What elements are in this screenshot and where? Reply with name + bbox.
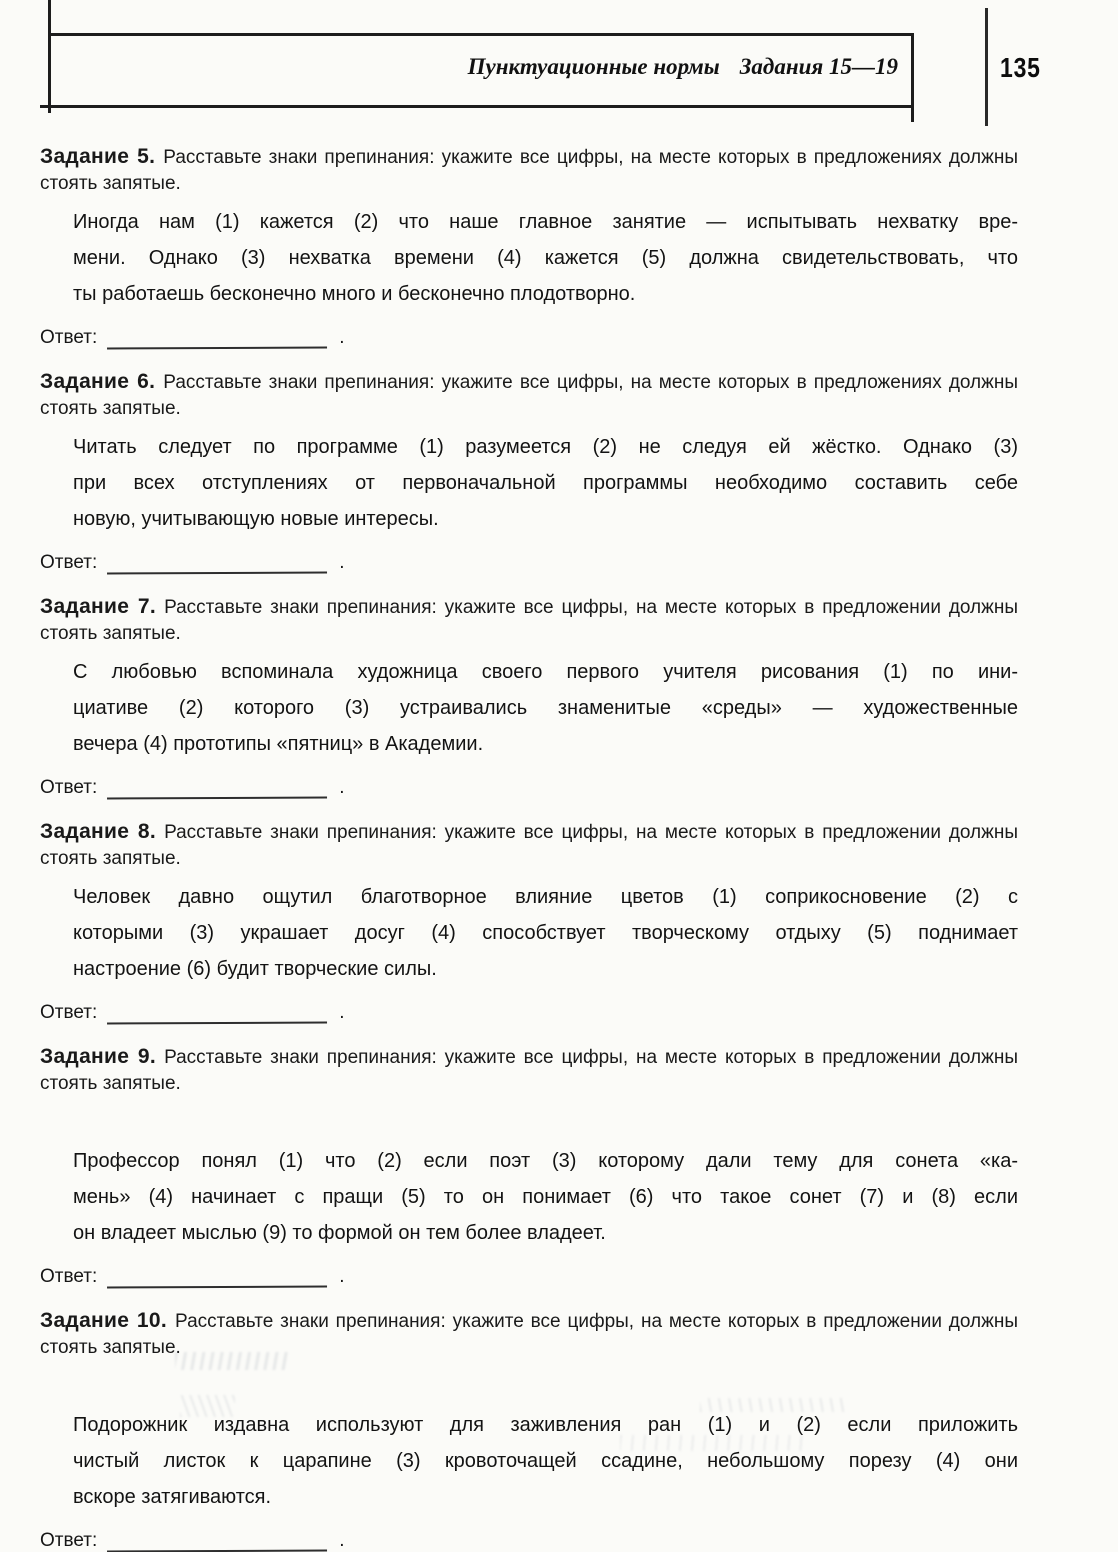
task-sentence (73, 1143, 1018, 1251)
task-8 (40, 819, 1018, 1024)
sentence-line: он владеет мыслью (9) то формой он тем более владеет. (73, 1222, 606, 1244)
task-heading (40, 1308, 1018, 1361)
sentence-line: при всех отступлениях от первоначальной программы необходимо составить себе (73, 472, 1018, 494)
task-heading (40, 1044, 1018, 1097)
sentence-line: настроение (6) будит творческие силы. (73, 958, 437, 980)
frame-line-top (48, 33, 914, 36)
answer-blank (107, 777, 327, 800)
task-5 (40, 144, 1018, 349)
sentence-line: вскоре затягиваются. (73, 1486, 272, 1508)
running-head (60, 54, 898, 80)
task-label: Задание 5. (40, 145, 156, 168)
page-number: 135 (1000, 52, 1041, 83)
task-instruction: Расставьте знаки препинания: укажите все цифры, на месте которых в предложении должны стоять запятые. (40, 597, 1018, 644)
answer-label: Ответ: (40, 777, 98, 798)
frame-line-left (48, 0, 51, 113)
task-heading (40, 369, 1018, 422)
frame-line-right (911, 33, 914, 122)
task-sentence (73, 429, 1018, 537)
task-instruction: Расставьте знаки препинания: укажите все цифры, на месте которых в предложении должны стоять запятые. (40, 1311, 1018, 1358)
task-label: Задание 10. (40, 1309, 168, 1332)
answer-row (40, 321, 1018, 349)
answer-label: Ответ: (40, 1530, 98, 1551)
answer-blank (107, 1266, 327, 1289)
sentence-line: С любовью вспоминала художница своего первого учителя рисования (1) по ини- (73, 661, 1018, 683)
sentence-line: Иногда нам (1) кажется (2) что наше главное занятие — испытывать нехватку вре- (73, 211, 1018, 233)
answer-period: . (339, 1002, 345, 1023)
task-instruction: Расставьте знаки препинания: укажите все цифры, на месте которых в предложении должны стоять запятые. (40, 1047, 1018, 1094)
page-number-divider (985, 8, 988, 126)
sentence-line: Читать следует по программе (1) разумеется (2) не следуя ей жёстко. Однако (3) (73, 436, 1018, 458)
sentence-line: которыми (3) украшает досуг (4) способствует творческому отдыху (5) поднимает (73, 922, 1018, 944)
section-title: Пунктуационные нормы (467, 54, 720, 79)
task-label: Задание 9. (40, 1045, 157, 1068)
sentence-line: ты работаешь бесконечно много и бесконечно плодотворно. (73, 283, 636, 305)
task-9 (40, 1044, 1018, 1288)
answer-period: . (339, 1266, 345, 1287)
answer-label: Ответ: (40, 552, 98, 573)
answer-row (40, 996, 1018, 1024)
sentence-line: Подорожник издавна используют для заживления ран (1) и (2) если приложить (73, 1414, 1018, 1436)
task-heading (40, 819, 1018, 872)
task-instruction: Расставьте знаки препинания: укажите все цифры, на месте которых в предложениях должны стоять запятые. (40, 147, 1018, 194)
answer-row (40, 1260, 1018, 1288)
tasks-column (0, 134, 1058, 1552)
task-sentence (73, 654, 1018, 762)
sentence-line: чистый листок к царапине (3) кровоточащей ссадине, небольшому порезу (4) они (73, 1450, 1018, 1472)
answer-label: Ответ: (40, 1266, 98, 1287)
answer-row (40, 546, 1018, 574)
sentence-line: вечера (4) прототипы «пятниц» в Академии. (73, 733, 484, 755)
answer-blank (107, 1002, 327, 1025)
answer-blank (107, 552, 327, 575)
answer-label: Ответ: (40, 1002, 98, 1023)
task-sentence (73, 1407, 1018, 1515)
task-instruction: Расставьте знаки препинания: укажите все цифры, на месте которых в предложениях должны стоять запятые. (40, 372, 1018, 419)
sentence-line: мени. Однако (3) нехватка времени (4) кажется (5) должна свидетельствовать, что (73, 247, 1018, 269)
answer-row (40, 771, 1018, 799)
answer-period: . (339, 327, 345, 348)
answer-label: Ответ: (40, 327, 98, 348)
frame-line-bottom (40, 105, 914, 108)
tasks-range: Задания 15—19 (739, 54, 898, 79)
task-instruction: Расставьте знаки препинания: укажите все цифры, на месте которых в предложении должны стоять запятые. (40, 822, 1018, 869)
answer-period: . (339, 777, 345, 798)
sentence-line: новую, учитывающую новые интересы. (73, 508, 439, 530)
answer-period: . (339, 1530, 345, 1551)
answer-blank (107, 1530, 327, 1552)
sentence-line: циативе (2) которого (3) устраивались знаменитые «среды» — художественные (73, 697, 1018, 719)
sentence-line: мень» (4) начинает с пращи (5) то он понимает (6) что такое сонет (7) и (8) если (73, 1186, 1018, 1208)
sentence-line: Профессор понял (1) что (2) если поэт (3) которому дали тему для сонета «ка- (73, 1150, 1018, 1172)
sentence-line: Человек давно ощутил благотворное влияние цветов (1) соприкосновение (2) с (73, 886, 1018, 908)
answer-row (40, 1524, 1018, 1552)
task-sentence (73, 879, 1018, 987)
answer-blank (107, 327, 327, 350)
task-7 (40, 594, 1018, 799)
task-heading (40, 144, 1018, 197)
page-header (0, 0, 1118, 134)
task-label: Задание 7. (40, 595, 157, 618)
task-heading (40, 594, 1018, 647)
task-10 (40, 1308, 1018, 1552)
task-label: Задание 8. (40, 820, 157, 843)
task-6 (40, 369, 1018, 574)
answer-period: . (339, 552, 345, 573)
task-sentence (73, 204, 1018, 312)
task-label: Задание 6. (40, 370, 156, 393)
